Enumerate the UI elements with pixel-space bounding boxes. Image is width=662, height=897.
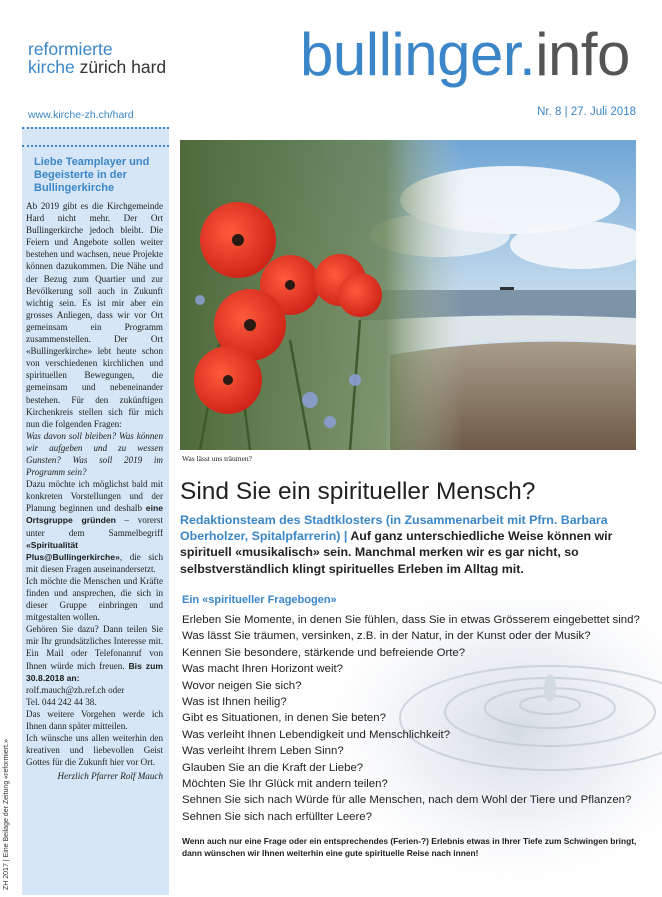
sidebar-paragraph-2 xyxy=(26,478,163,575)
question-item: Sehnen Sie sich nach erfüllter Leere? xyxy=(182,810,372,823)
p2-text-a: Dazu möchte ich möglichst bald mit konkreten Vorstellungen und der Planung beginnen und deshalb xyxy=(26,479,163,514)
signature: Herzlich Pfarrer Rolf Mauch xyxy=(57,771,163,782)
issue-info: Nr. 8 | 27. Juli 2018 xyxy=(537,106,636,118)
sidebar-paragraph-5: Das weitere Vorgehen werde ich Ihnen dann später mitteilen. xyxy=(26,708,163,732)
p2-text-c: – vorerst unter dem Sammelbegriff xyxy=(26,515,163,538)
p4-text: Gehören Sie dazu? Dann teilen Sie mir Ihr grundsätzliches Interesse mit. Ein Mail oder Telefonanruf von Ihnen würde mich freuen. xyxy=(26,624,163,671)
org-line-2-dark: zürich hard xyxy=(79,57,167,77)
article-headline: Sind Sie ein spiritueller Mensch? xyxy=(180,478,536,505)
questionnaire-list xyxy=(182,612,652,825)
contact-email[interactable]: rolf.mauch@zh.ref.ch oder xyxy=(26,684,125,695)
p2-bold-title: «Spiritualität Plus@Bullingerkirche» xyxy=(26,539,120,562)
p2-bold-group: eine Ortsgruppe gründen xyxy=(26,503,163,526)
sidebar-top-divider xyxy=(22,127,169,129)
contact-phone: Tel. 044 242 44 38. xyxy=(26,696,97,707)
p4-deadline: Bis zum 30.8.2018 an: xyxy=(26,660,163,683)
sidebar-second-divider xyxy=(22,145,169,147)
question-item: Was macht Ihren Horizont weit? xyxy=(182,663,344,676)
vertical-note: ZH 2017 | Eine Beilage der Zeitung «reformiert.» xyxy=(3,739,10,890)
sidebar-paragraph-6: Ich wünsche uns allen weiterhin den kreativen und liebevollen Geist Gottes für die Zukunft hier vor Ort. xyxy=(26,733,163,768)
question-item: Gibt es Situationen, in denen Sie beten? xyxy=(182,712,386,725)
sidebar-paragraph-3: Ich möchte die Menschen und Kräfte finden und ansprechen, die sich in dieser Gruppe einbringen und mitgestalten wollen. xyxy=(26,575,163,623)
question-item: Kennen Sie besondere, stärkende und befreiende Orte? xyxy=(182,646,466,659)
newsletter-brand xyxy=(300,22,630,88)
photo-caption: Was lässt uns träumen? xyxy=(182,454,253,463)
poppy xyxy=(338,273,382,317)
lead-text: Auf ganz unterschiedliche Weise können wir spirituell «musikalisch» sein. Manchmal merken wir es gar nicht, so selbstverständlich klingt spirituelles Erleben im Alltag mit. xyxy=(180,529,613,576)
sidebar-paragraph-4 xyxy=(26,623,163,683)
website-link[interactable]: www.kirche-zh.ch/hard xyxy=(28,109,134,121)
poppies-beach-photo xyxy=(180,140,636,450)
sidebar-paragraph-1: Ab 2019 gibt es die Kirchgemeinde Hard nicht mehr. Der Ort Bullingerkirche jedoch bleibt. Die Feiern und Angebote sollen weiter bestehen und wachsen, neue Projekte können dazukommen. Die Nähe und der Bezug zum Quartier und zur Bevölkerung soll auch in Zukunft wichtig sein. Es ist mir aber ein grosses Anliegen, dass wir vor Ort gemeinsam ein Programm zusammenstellen. Der Ort «Bullingerkirche» lebt heute schon von verschiedenen kirchlichen und spirituellen Bewegungen, die gemeinsam und nebeneinander bestehen. Für den zukünftigen Kirchenkreis stellen sich für mich nun die folgenden Fragen: xyxy=(26,201,163,429)
closing-note: Wenn auch nur eine Frage oder ein entsprechendes (Ferien-?) Erlebnis etwas in Ihrer Tiefe zum Schwingen bringt, dann wünschen wir Ihnen weiterhin eine gute spirituelle Reise nach innen! xyxy=(182,836,637,859)
questionnaire-title: Ein «spiritueller Fragebogen» xyxy=(182,594,337,606)
question-item: Was lässt Sie träumen, versinken, z.B. in der Natur, in der Kunst oder der Musik? xyxy=(182,630,591,643)
question-item: Was verleiht Ihrem Leben Sinn? xyxy=(182,745,344,758)
article-lead xyxy=(180,512,645,577)
question-item: Glauben Sie an die Kraft der Liebe? xyxy=(182,761,364,774)
organization-logo xyxy=(28,40,166,76)
question-item: Wovor neigen Sie sich? xyxy=(182,679,302,692)
brand-name: bullinger xyxy=(300,21,520,88)
brand-dot: . xyxy=(519,21,536,88)
question-item: Erleben Sie Momente, in denen Sie fühlen, dass Sie in etwas Grösserem eingebettet sind? xyxy=(182,614,640,626)
ship-icon xyxy=(500,287,514,290)
question-item: Was verleiht Ihnen Lebendigkeit und Menschlichkeit? xyxy=(182,728,451,741)
org-line-2-blue: kirche xyxy=(28,57,75,77)
brand-suffix: info xyxy=(535,21,630,88)
sidebar-body xyxy=(26,200,163,783)
question-item: Was ist Ihnen heilig? xyxy=(182,696,287,709)
org-line-1: reformierte xyxy=(28,39,113,59)
sidebar-questions: Was davon soll bleiben? Was können wir aufgeben und zu wessen Gunsten? Was soll 2019 im Programm sein? xyxy=(26,430,163,478)
question-item: Sehnen Sie sich nach Würde für alle Menschen, nach dem Wohl der Tiere und Pflanzen? xyxy=(182,794,632,807)
p2-text-e: , die sich mit diesen Fragen auseinandersetzt. xyxy=(26,551,163,574)
lead-authors: Redaktionsteam des Stadtklosters (in Zusammenarbeit mit Pfrn. Barbara Oberholzer, Spitalpfarrerin) | xyxy=(180,513,608,544)
question-item: Möchten Sie Ihr Glück mit andern teilen? xyxy=(182,778,388,791)
sidebar-title: Liebe Teamplayer und Begeisterte in der Bullingerkirche xyxy=(34,156,150,194)
